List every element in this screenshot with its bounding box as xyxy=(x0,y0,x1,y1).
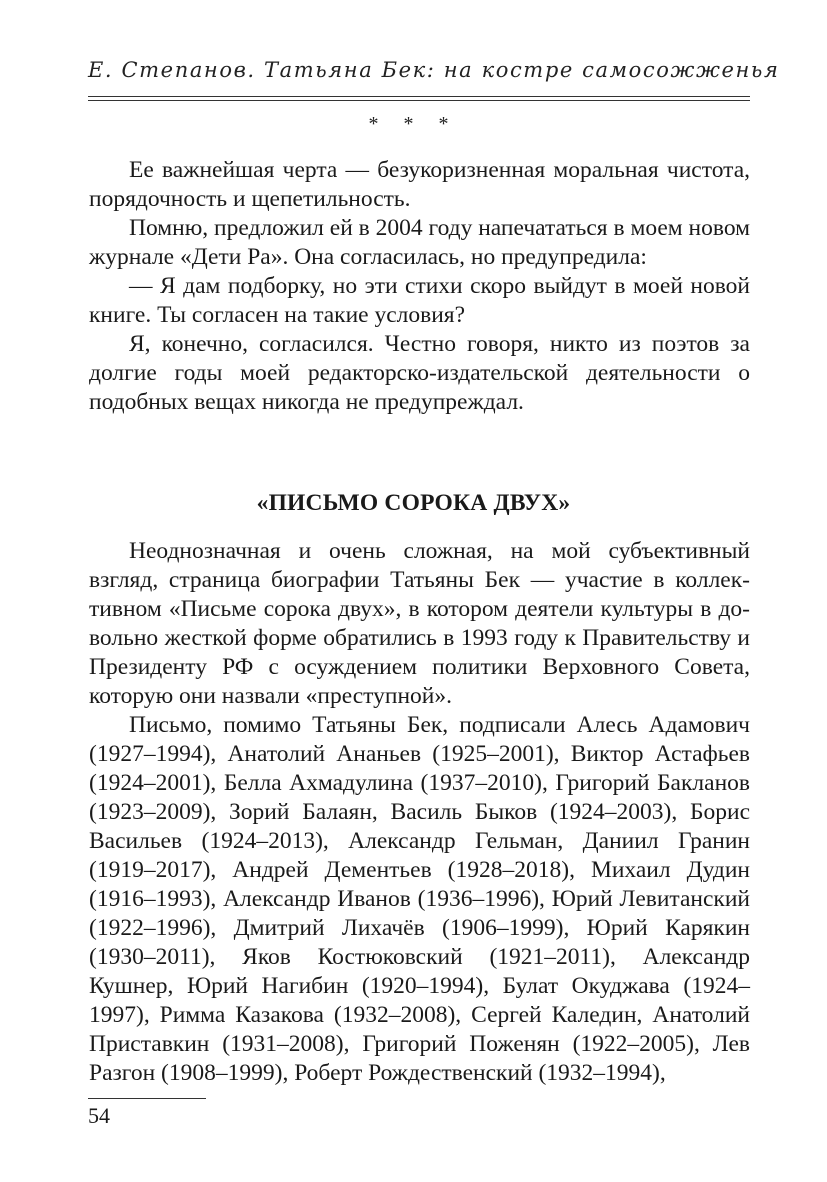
page-number: 54 xyxy=(88,1103,110,1128)
header-rule-bottom xyxy=(88,100,750,101)
section-separator: * * * xyxy=(368,113,459,135)
section-text xyxy=(89,537,750,1088)
paragraph: Неоднозначная и очень сложная, на мой субъективный взгляд, страница биографии Татьяны Бек — участие в коллективном «Письме сорока двух», в котором деятели культуры в довольно жесткой форме обратились в 1993 году к Правительству и Президенту РФ с осуждением политики Верховного Совета, которую они назвали «преступной». xyxy=(89,538,750,709)
paragraph: Ее важнейшая черта — безукоризненная моральная чистота, порядочность и щепетильность. xyxy=(89,157,750,212)
running-title: Е. Степанов. Татьяна Бек: на костре самосожженья xyxy=(88,58,780,82)
intro-text xyxy=(89,156,750,417)
paragraph: Письмо, помимо Татьяны Бек, подписали Алесь Адамович (1927–1994), Анатолий Ананьев (1925–2001), Виктор Астафьев (1924–2001), Белла Ахмадулина (1937–2010), Григорий Бакланов (1923–2009), Зорий Балаян, Василь Быков (1924–2003), Борис Васильев (1924–2013), Александр Гельман, Даниил Гранин (1919–2017), Андрей Дементьев (1928–2018), Михаил Дудин (1916–1993), Александр Иванов (1936–1996), Юрий Левитанский (1922–1996), Дмитрий Лихачёв (1906–1999), Юрий Карякин (1930–2011), Яков Костюковский (1921–2011), Александр Кушнер, Юрий Нагибин (1920–1994), Булат Окуджава (1924–1997), Римма Казакова (1932–2008), Сергей Каледин, Анатолий Приставкин (1931–2008), Григорий Поженян (1922–2005), Лев Разгон (1908–1999), Роберт Рождественский (1932–1994), xyxy=(89,712,750,1086)
paragraph: — Я дам подборку, но эти стихи скоро выйдут в моей новой книге. Ты согласен на такие условия? xyxy=(89,273,750,328)
paragraph: Я, конечно, согласился. Честно говоря, никто из поэтов за долгие годы моей редакторско-издательской деятельности о подобных вещах никогда не предупреждал. xyxy=(89,331,750,415)
footer-rule xyxy=(88,1098,206,1099)
header-rule-top xyxy=(88,96,750,97)
paragraph: Помню, предложил ей в 2004 году напечататься в моем новом журнале «Дети Ра». Она согласилась, но предупредила: xyxy=(89,215,750,270)
section-heading: «ПИСЬМО СОРОКА ДВУХ» xyxy=(256,490,571,516)
